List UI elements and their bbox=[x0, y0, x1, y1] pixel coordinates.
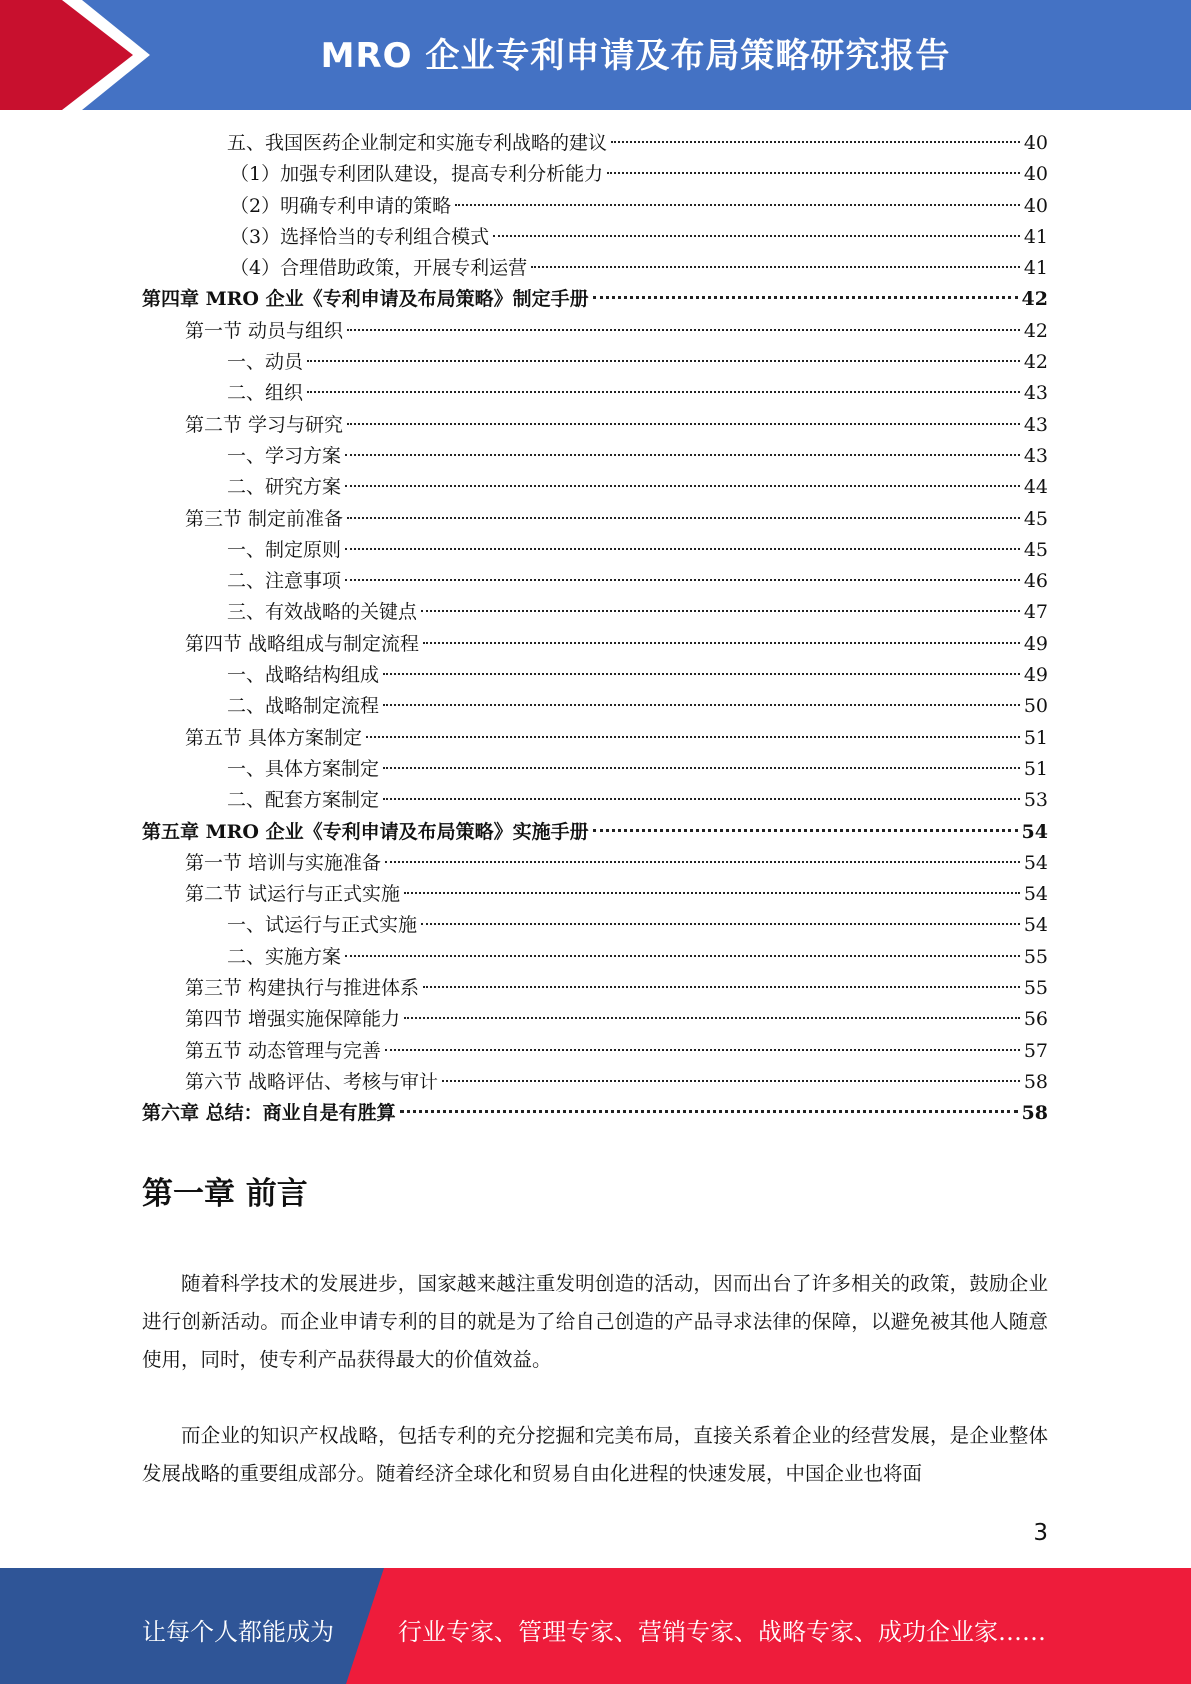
toc-entry-page: 47 bbox=[1023, 601, 1048, 624]
toc-entry[interactable] bbox=[142, 910, 1048, 941]
toc-entry-title: 三、有效战略的关键点 bbox=[227, 601, 418, 624]
toc-entry-page: 54 bbox=[1021, 820, 1048, 843]
toc-entry-title: 一、动员 bbox=[227, 351, 304, 374]
toc-entry[interactable] bbox=[142, 660, 1048, 691]
toc-entry[interactable] bbox=[142, 848, 1048, 879]
toc-entry-page: 55 bbox=[1023, 945, 1048, 968]
toc-dot-leader bbox=[421, 610, 1020, 612]
toc-entry-page: 44 bbox=[1023, 476, 1048, 499]
toc-dot-leader bbox=[421, 923, 1020, 925]
toc-entry-title: 二、配套方案制定 bbox=[227, 789, 380, 812]
toc-entry-page: 45 bbox=[1023, 538, 1048, 561]
toc-dot-leader bbox=[307, 360, 1020, 362]
toc-entry[interactable] bbox=[142, 347, 1048, 378]
toc-entry-title: 一、学习方案 bbox=[227, 444, 342, 467]
page-header bbox=[0, 0, 1191, 110]
toc-dot-leader bbox=[383, 704, 1020, 706]
toc-entry-page: 40 bbox=[1023, 194, 1048, 217]
toc-dot-leader bbox=[442, 1080, 1020, 1082]
toc-dot-leader bbox=[607, 172, 1020, 174]
toc-dot-leader bbox=[345, 579, 1020, 581]
toc-entry-page: 42 bbox=[1023, 351, 1048, 374]
toc-entry-page: 41 bbox=[1023, 257, 1048, 280]
toc-entry-title: （1）加强专利团队建设，提高专利分析能力 bbox=[230, 163, 604, 186]
toc-dot-leader bbox=[404, 1017, 1020, 1019]
toc-entry[interactable] bbox=[142, 504, 1048, 535]
toc-entry-title: 第六章 总结：商业自是有胜算 bbox=[142, 1102, 396, 1125]
toc-dot-leader bbox=[404, 892, 1020, 894]
toc-entry-title: 第五章 MRO 企业《专利申请及布局策略》实施手册 bbox=[142, 820, 589, 843]
toc-dot-leader bbox=[493, 235, 1020, 237]
toc-dot-leader bbox=[531, 266, 1020, 268]
toc-entry-title: 一、试运行与正式实施 bbox=[227, 914, 418, 937]
toc-dot-leader bbox=[366, 736, 1020, 738]
toc-entry-page: 49 bbox=[1023, 632, 1048, 655]
toc-entry[interactable] bbox=[142, 942, 1048, 973]
body-paragraph-1: 随着科学技术的发展进步，国家越来越注重发明创造的活动，因而出台了许多相关的政策，鼓励企业进行创新活动。而企业申请专利的目的就是为了给自己创造的产品寻求法律的保障，以避免被其他人随意使用，同时，使专利产品获得最大的价值效益。 bbox=[142, 1272, 1048, 1371]
table-of-contents bbox=[142, 128, 1048, 1130]
toc-entry-title: 一、战略结构组成 bbox=[227, 664, 380, 687]
toc-entry[interactable] bbox=[142, 566, 1048, 597]
toc-entry[interactable] bbox=[142, 472, 1048, 503]
toc-dot-leader bbox=[423, 986, 1020, 988]
toc-entry-page: 56 bbox=[1023, 1008, 1048, 1031]
toc-entry[interactable] bbox=[142, 159, 1048, 190]
toc-entry-title: 二、实施方案 bbox=[227, 945, 342, 968]
toc-entry[interactable] bbox=[142, 191, 1048, 222]
toc-entry-title: 二、战略制定流程 bbox=[227, 695, 380, 718]
toc-entry-title: 第一节 培训与实施准备 bbox=[185, 851, 382, 874]
toc-entry-page: 50 bbox=[1023, 695, 1048, 718]
toc-dot-leader bbox=[345, 955, 1020, 957]
toc-entry[interactable] bbox=[142, 284, 1048, 315]
toc-entry-title: 第三节 制定前准备 bbox=[185, 507, 344, 530]
toc-entry[interactable] bbox=[142, 1036, 1048, 1067]
footer-slogan-left: 让每个人都能成为 bbox=[142, 1618, 334, 1646]
page-footer bbox=[0, 1568, 1191, 1684]
toc-dot-leader bbox=[593, 296, 1018, 299]
toc-entry-title: 第四章 MRO 企业《专利申请及布局策略》制定手册 bbox=[142, 288, 589, 311]
toc-entry-page: 40 bbox=[1023, 132, 1048, 154]
toc-entry-page: 53 bbox=[1023, 789, 1048, 812]
toc-entry-page: 43 bbox=[1023, 444, 1048, 467]
toc-entry-title: 二、注意事项 bbox=[227, 570, 342, 593]
toc-dot-leader bbox=[383, 767, 1020, 769]
toc-entry-title: 第五节 动态管理与完善 bbox=[185, 1039, 382, 1062]
toc-entry-page: 46 bbox=[1023, 570, 1048, 593]
footer-slogan-right: 行业专家、管理专家、营销专家、战略专家、成功企业家…… bbox=[398, 1618, 1046, 1646]
toc-dot-leader bbox=[611, 141, 1020, 143]
toc-entry-title: 第一节 动员与组织 bbox=[185, 319, 344, 342]
toc-dot-leader bbox=[383, 673, 1020, 675]
toc-entry-title: （3）选择恰当的专利组合模式 bbox=[230, 225, 490, 248]
toc-entry-title: 第五节 具体方案制定 bbox=[185, 726, 363, 749]
toc-entry-page: 58 bbox=[1021, 1102, 1048, 1125]
toc-dot-leader bbox=[345, 548, 1020, 550]
toc-entry-title: 第三节 构建执行与推进体系 bbox=[185, 977, 420, 1000]
toc-entry[interactable] bbox=[142, 597, 1048, 628]
toc-dot-leader bbox=[593, 829, 1018, 832]
toc-entry-title: 第二节 试运行与正式实施 bbox=[185, 883, 401, 906]
toc-entry-page: 58 bbox=[1023, 1070, 1048, 1093]
toc-entry-page: 42 bbox=[1023, 319, 1048, 342]
toc-entry-title: 五、我国医药企业制定和实施专利战略的建议 bbox=[227, 132, 608, 154]
toc-entry-page: 49 bbox=[1023, 664, 1048, 687]
toc-entry-title: 第二节 学习与研究 bbox=[185, 413, 344, 436]
toc-entry[interactable] bbox=[142, 691, 1048, 722]
toc-entry-page: 43 bbox=[1023, 413, 1048, 436]
toc-dot-leader bbox=[423, 642, 1020, 644]
toc-entry[interactable] bbox=[142, 222, 1048, 253]
toc-entry[interactable] bbox=[142, 817, 1048, 848]
toc-entry-page: 43 bbox=[1023, 382, 1048, 405]
toc-dot-leader bbox=[345, 485, 1020, 487]
toc-entry-page: 40 bbox=[1023, 163, 1048, 186]
toc-dot-leader bbox=[347, 423, 1020, 425]
body-paragraph-2: 而企业的知识产权战略，包括专利的充分挖掘和完美布局，直接关系着企业的经营发展，是企业整体发展战略的重要组成部分。随着经济全球化和贸易自由化进程的快速发展，中国企业也将面 bbox=[142, 1424, 1048, 1485]
toc-entry[interactable] bbox=[142, 378, 1048, 409]
toc-entry[interactable] bbox=[142, 253, 1048, 284]
toc-entry[interactable] bbox=[142, 1004, 1048, 1035]
toc-entry-title: 一、具体方案制定 bbox=[227, 757, 380, 780]
toc-dot-leader bbox=[383, 798, 1020, 800]
toc-entry-page: 42 bbox=[1021, 288, 1048, 311]
toc-entry[interactable] bbox=[142, 879, 1048, 910]
page-number: 3 bbox=[1033, 1520, 1048, 1546]
toc-entry[interactable] bbox=[142, 316, 1048, 347]
toc-entry[interactable] bbox=[142, 441, 1048, 472]
toc-entry-page: 51 bbox=[1023, 726, 1048, 749]
toc-entry[interactable] bbox=[142, 535, 1048, 566]
toc-dot-leader bbox=[347, 329, 1020, 331]
toc-entry-page: 54 bbox=[1023, 851, 1048, 874]
toc-entry[interactable] bbox=[142, 754, 1048, 785]
chapter-heading: 第一章 前言 bbox=[142, 1176, 308, 1212]
toc-entry-page: 54 bbox=[1023, 883, 1048, 906]
toc-entry-page: 45 bbox=[1023, 507, 1048, 530]
toc-entry-page: 41 bbox=[1023, 225, 1048, 248]
toc-entry-title: （2）明确专利申请的策略 bbox=[230, 194, 452, 217]
header-title: MRO 企业专利申请及布局策略研究报告 bbox=[320, 36, 951, 76]
toc-entry-page: 55 bbox=[1023, 977, 1048, 1000]
toc-entry[interactable] bbox=[142, 1098, 1048, 1129]
toc-entry[interactable] bbox=[142, 723, 1048, 754]
toc-entry[interactable] bbox=[142, 128, 1048, 159]
toc-entry-page: 54 bbox=[1023, 914, 1048, 937]
toc-entry[interactable] bbox=[142, 973, 1048, 1004]
toc-entry-title: 第六节 战略评估、考核与审计 bbox=[185, 1070, 439, 1093]
toc-entry-title: 二、研究方案 bbox=[227, 476, 342, 499]
toc-entry[interactable] bbox=[142, 1067, 1048, 1098]
toc-dot-leader bbox=[345, 454, 1020, 456]
toc-entry-title: 一、制定原则 bbox=[227, 538, 342, 561]
toc-entry[interactable] bbox=[142, 629, 1048, 660]
toc-entry[interactable] bbox=[142, 785, 1048, 816]
toc-entry-page: 57 bbox=[1023, 1039, 1048, 1062]
toc-dot-leader bbox=[385, 1049, 1020, 1051]
toc-entry-title: 第四节 增强实施保障能力 bbox=[185, 1008, 401, 1031]
toc-entry-title: 第四节 战略组成与制定流程 bbox=[185, 632, 420, 655]
toc-entry[interactable] bbox=[142, 410, 1048, 441]
toc-entry-page: 51 bbox=[1023, 757, 1048, 780]
toc-dot-leader bbox=[400, 1110, 1018, 1113]
toc-dot-leader bbox=[385, 861, 1020, 863]
toc-entry-title: （4）合理借助政策，开展专利运营 bbox=[230, 257, 528, 280]
toc-dot-leader bbox=[307, 391, 1020, 393]
toc-dot-leader bbox=[347, 517, 1020, 519]
toc-entry-title: 二、组织 bbox=[227, 382, 304, 405]
toc-dot-leader bbox=[455, 204, 1020, 206]
